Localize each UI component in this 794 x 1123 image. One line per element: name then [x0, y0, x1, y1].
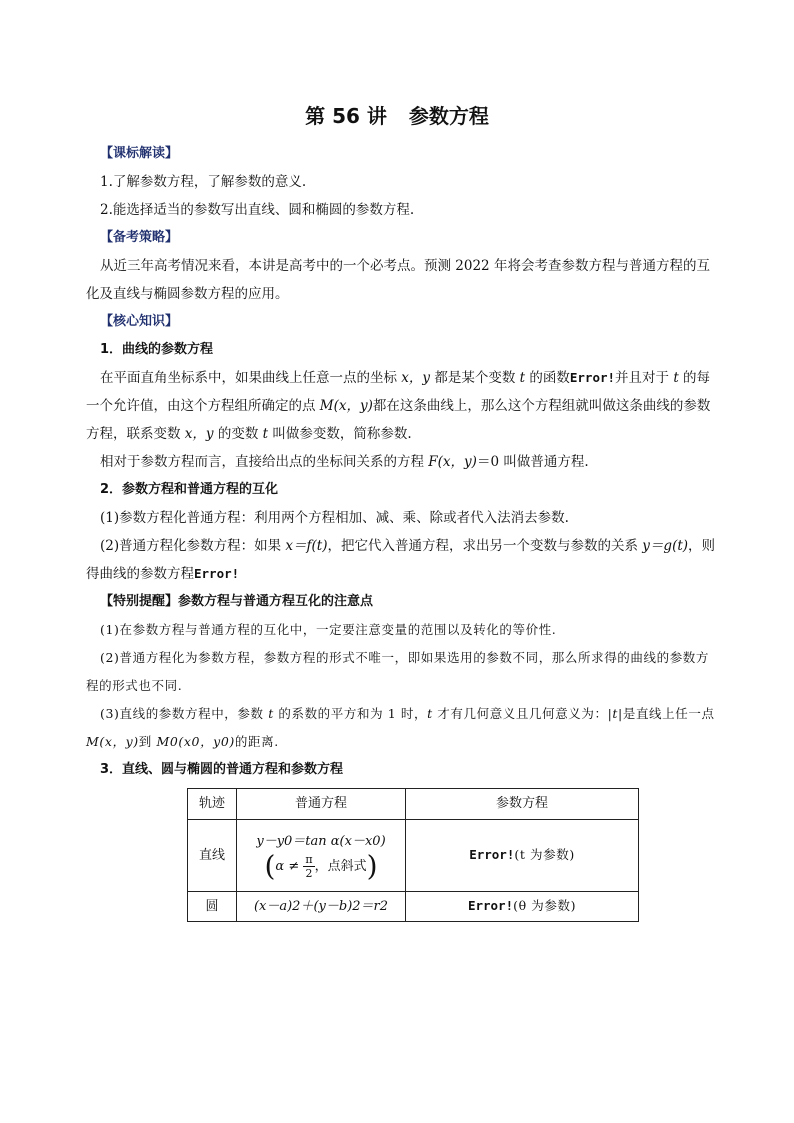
table-header-row — [188, 789, 639, 820]
paragraph-conversion-2: (2)普通方程化参数方程：如果 x＝f(t)，把它代入普通方程，求出另一个变数与参数的关系 y＝g(t)，则得曲线的参数方程Error! — [86, 538, 716, 582]
table-header: 普通方程 — [237, 789, 406, 820]
list-item: 1.了解参数方程，了解参数的意义. — [100, 174, 307, 190]
table-header: 参数方程 — [406, 789, 639, 820]
tip-note-3: (3)直线的参数方程中，参数 t 的系数的平方和为 1 时，t 才有几何意义且几何意义为：|t|是直线上任一点 M(x，y)到 M0(x0，y0)的距离. — [86, 706, 715, 749]
paragraph-conversion-1: (1)参数方程化普通方程：利用两个方程相加、减、乘、除或者代入法消去参数. — [100, 510, 569, 526]
tip-heading: 【特别提醒】参数方程与普通方程互化的注意点 — [100, 594, 374, 609]
table-row — [188, 820, 639, 892]
table-header: 轨迹 — [188, 789, 237, 820]
list-item: 2.能选择适当的参数写出直线、圆和椭圆的参数方程. — [100, 202, 415, 218]
lecture-number: 第 56 讲 — [305, 104, 387, 128]
row-ordinary-eq: y－y0＝tan α(x－x0) (α ≠ $\frac{\pi}{2}$ ，点斜式) — [237, 820, 406, 892]
row-name: 直线 — [188, 820, 237, 892]
paragraph-ordinary-eq: 相对于参数方程而言，直接给出点的坐标间关系的方程 F(x，y)＝0 叫做普通方程. — [100, 454, 589, 470]
row-name: 圆 — [188, 892, 237, 922]
error-placeholder: Error! — [194, 566, 240, 581]
paragraph-definition: 在平面直角坐标系中，如果曲线上任意一点的坐标 x，y 都是某个变数 t 的函数Error!并且对于 t 的每一个允许值，由这个方程组所确定的点 M(x，y)都在这条曲线上，那么这个方程组就叫做这条曲线的参数方程，联系变数 x，y 的变数 t 叫做参变数，简称参数. — [86, 370, 711, 442]
tip-note-2: (2)普通方程化为参数方程，参数方程的形式不唯一，即如果选用的参数不同，那么所求得的曲线的参数方程的形式也不同. — [86, 650, 710, 693]
subheading-table: 3．直线、圆与椭圆的普通方程和参数方程 — [100, 762, 344, 777]
section-heading-beikao: 【备考策略】 — [100, 230, 179, 245]
section-heading-biaozhun: 【课标解读】 — [100, 146, 179, 161]
table-row — [188, 892, 639, 922]
error-placeholder: Error! — [569, 370, 616, 385]
tip-note-1: (1)在参数方程与普通方程的互化中，一定要注意变量的范围以及转化的等价性. — [100, 622, 557, 637]
row-ordinary-eq: (x－a)2＋(y－b)2＝r2 — [237, 892, 406, 922]
section-heading-hexin: 【核心知识】 — [100, 314, 179, 329]
equations-table — [187, 788, 639, 922]
lecture-topic: 参数方程 — [408, 104, 489, 128]
page-title — [0, 100, 794, 129]
paragraph-beikao: 从近三年高考情况来看，本讲是高考中的一个必考点。预测 2022 年将会考查参数方程与普通方程的互化及直线与椭圆参数方程的应用。 — [86, 258, 710, 302]
row-param-eq: Error!(t 为参数) — [406, 820, 639, 892]
main-content — [86, 140, 722, 922]
subheading-curve-param: 1．曲线的参数方程 — [100, 342, 214, 357]
row-param-eq: Error!(θ 为参数) — [406, 892, 639, 922]
subheading-conversion: 2．参数方程和普通方程的互化 — [100, 482, 279, 497]
